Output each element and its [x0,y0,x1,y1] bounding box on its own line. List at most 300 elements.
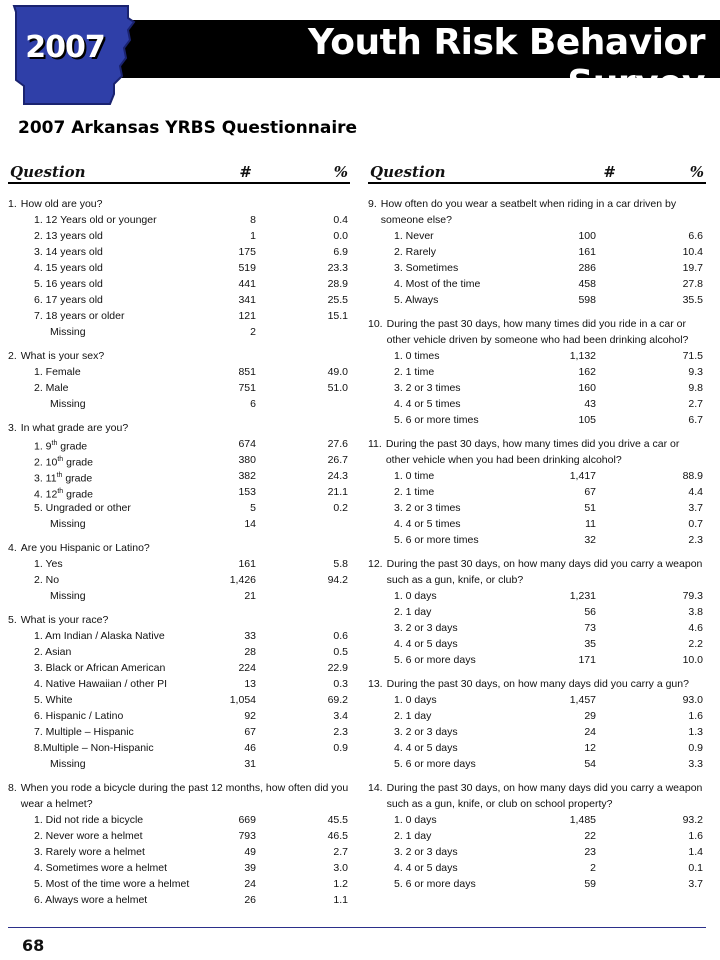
answer-label: 3. 2 or 3 days [394,846,458,858]
answer-percent: 1.4 [688,846,703,858]
answer-percent: 2.3 [688,534,703,546]
answer-label: Missing [50,326,86,338]
answer-label: 7. 18 years or older [34,310,125,322]
answer-row [8,724,350,740]
answer-percent: 9.8 [688,382,703,394]
answer-label: 1. Never [394,230,434,242]
answer-label: 6. Hispanic / Latino [34,710,124,722]
answer-row [8,436,350,452]
footer-divider [8,927,706,928]
answer-count: 22 [584,830,596,842]
question-text [8,540,350,556]
answer-count: 2 [250,326,256,338]
answer-label: 2. Never wore a helmet [34,830,143,842]
answer-percent: 10.4 [682,246,703,258]
answer-row [8,628,350,644]
answer-row [8,500,350,516]
answer-count: 153 [238,486,256,498]
answer-row [368,844,706,860]
answer-label: 3. 2 or 3 days [394,622,458,634]
answer-count: 29 [584,710,596,722]
answer-row [368,652,706,668]
answer-row [368,604,706,620]
answer-label: 1. 0 days [394,814,437,826]
answer-percent: 4.6 [688,622,703,634]
answer-label: Missing [50,398,86,410]
answer-row [368,692,706,708]
answer-count: 12 [584,742,596,754]
page-title: Youth Risk Behavior Survey [307,22,705,104]
answer-row [8,812,350,828]
answer-count: 100 [578,230,596,242]
answer-row [368,828,706,844]
question-text [8,348,350,364]
answer-count: 73 [584,622,596,634]
answer-percent: 1.6 [688,710,703,722]
answer-count: 1,054 [229,694,256,706]
answer-percent: 9.3 [688,366,703,378]
answer-count: 1,231 [569,590,596,602]
answer-row [368,756,706,772]
year-badge: 2007 [25,30,105,65]
answer-percent: 25.5 [327,294,348,306]
answer-row [8,828,350,844]
question-text [368,780,706,812]
question-number: 9. [368,198,377,210]
answer-count: 519 [238,262,256,274]
question-body: During the past 30 days, on how many days did you carry a weapon such as a gun, knife, or club? [386,558,703,586]
answer-count: 1,485 [569,814,596,826]
answer-label: 4. 12th grade [34,488,93,501]
answer-percent: 35.5 [682,294,703,306]
question-item [368,556,706,668]
answer-percent: 3.4 [333,710,348,722]
question-number: 2. [8,350,17,362]
answer-label: 2. Male [34,382,69,394]
count-header: # [239,163,252,181]
answer-label: 5. Ungraded or other [34,502,131,514]
answer-percent: 2.7 [333,846,348,858]
answer-row [8,364,350,380]
answer-label: 3. Sometimes [394,262,459,274]
answer-count: 1,426 [229,574,256,586]
question-text [368,196,706,228]
answer-percent: 1.1 [333,894,348,906]
answer-row [368,228,706,244]
answer-row [368,740,706,756]
answer-label: 5. 6 or more days [394,878,476,890]
answer-label: 1. Did not ride a bicycle [34,814,144,826]
answer-percent: 71.5 [682,350,703,362]
answer-label: 3. Rarely wore a helmet [34,846,145,858]
answer-percent: 3.7 [688,502,703,514]
question-text [368,676,706,692]
question-item [368,676,706,772]
answer-label: 1. 9th grade [34,440,88,453]
answer-count: 67 [584,486,596,498]
answer-count: 14 [244,518,256,530]
answer-label: Missing [50,590,86,602]
answer-percent: 3.0 [333,862,348,874]
answer-percent: 49.0 [327,366,348,378]
answer-count: 23 [584,846,596,858]
answer-percent: 93.2 [682,814,703,826]
answer-count: 59 [584,878,596,890]
answer-row [8,676,350,692]
question-item [368,316,706,428]
answer-count: 162 [578,366,596,378]
answer-row [8,276,350,292]
answer-count: 851 [238,366,256,378]
question-number: 4. [8,542,17,554]
answer-row [8,380,350,396]
answer-count: 21 [244,590,256,602]
answer-label: 6. Always wore a helmet [34,894,148,906]
question-body: Are you Hispanic or Latino? [20,542,150,554]
answer-count: 28 [244,646,256,658]
answer-label: 2. 1 day [394,830,432,842]
answer-percent: 0.5 [333,646,348,658]
answer-count: 26 [244,894,256,906]
answer-row [8,644,350,660]
answer-label: 5. 16 years old [34,278,103,290]
answer-label: 2. 1 time [394,486,435,498]
answer-count: 121 [238,310,256,322]
question-number: 1. [8,198,17,210]
answer-count: 793 [238,830,256,842]
answer-count: 160 [578,382,596,394]
question-number: 11. [368,438,382,450]
answer-row [8,860,350,876]
answer-count: 2 [590,862,596,874]
answer-row [8,740,350,756]
answer-label: 3. 2 or 3 times [394,382,461,394]
answer-percent: 0.3 [333,678,348,690]
answer-percent: 3.3 [688,758,703,770]
answer-count: 380 [238,454,256,466]
question-text [8,780,350,812]
answer-row [8,844,350,860]
question-text [368,556,706,588]
question-text [8,612,350,628]
answer-percent: 5.8 [333,558,348,570]
answer-percent: 2.2 [688,638,703,650]
answer-percent: 23.3 [327,262,348,274]
answer-row [8,660,350,676]
answer-percent: 2.3 [333,726,348,738]
answer-row [368,396,706,412]
answer-row [8,876,350,892]
answer-count: 11 [585,518,596,530]
answer-percent: 2.7 [688,398,703,410]
answer-count: 56 [584,606,596,618]
answer-label: 2. 1 day [394,710,432,722]
missing-row [8,516,350,532]
question-list [368,196,706,892]
answer-label: 1. 0 days [394,694,437,706]
question-body: During the past 30 days, on how many days did you carry a weapon such as a gun, knife, or club on school property? [386,782,703,810]
answer-label: Missing [50,758,86,770]
answer-percent: 94.2 [327,574,348,586]
answer-percent: 6.6 [688,230,703,242]
question-body: When you rode a bicycle during the past 12 months, how often did you wear a helmet? [20,782,349,810]
answer-label: 3. 2 or 3 days [394,726,458,738]
answer-count: 92 [244,710,256,722]
answer-row [8,484,350,500]
answer-percent: 69.2 [327,694,348,706]
answer-row [8,228,350,244]
answer-count: 669 [238,814,256,826]
answer-label: 4. 4 or 5 times [394,518,461,530]
question-number: 13. [368,678,383,690]
answer-label: 2. Rarely [394,246,437,258]
answer-label: 4. Sometimes wore a helmet [34,862,168,874]
answer-percent: 0.4 [333,214,348,226]
answer-label: 4. 4 or 5 days [394,638,458,650]
missing-row [8,396,350,412]
answer-row [8,292,350,308]
answer-row [368,724,706,740]
answer-label: 4. 4 or 5 days [394,862,458,874]
answer-percent: 26.7 [327,454,348,466]
answer-percent: 0.2 [333,502,348,514]
answer-row [8,572,350,588]
answer-percent: 24.3 [327,470,348,482]
answer-label: 1. 0 times [394,350,440,362]
answer-count: 674 [238,438,256,450]
answer-percent: 10.0 [682,654,703,666]
question-text [368,436,706,468]
answer-label: 2. No [34,574,60,586]
answer-row [8,308,350,324]
answer-row [368,532,706,548]
answer-count: 441 [238,278,256,290]
answer-count: 13 [244,678,256,690]
answer-count: 382 [238,470,256,482]
question-item [8,540,350,604]
missing-row [8,756,350,772]
answer-percent: 88.9 [682,470,703,482]
answer-row [8,692,350,708]
answer-row [368,588,706,604]
question-number: 3. [8,422,17,434]
answer-percent: 22.9 [327,662,348,674]
answer-percent: 4.4 [688,486,703,498]
answer-row [8,556,350,572]
answer-label: 2. 1 day [394,606,432,618]
answer-count: 751 [238,382,256,394]
answer-row [368,708,706,724]
question-body: During the past 30 days, how many times did you drive a car or other vehicle when you had been drinking alcohol? [385,438,680,466]
answer-label: 1. Am Indian / Alaska Native [34,630,165,642]
answer-label: 6. 17 years old [34,294,103,306]
question-body: What is your sex? [20,350,105,362]
question-item [8,348,350,412]
answer-count: 31 [244,758,256,770]
answer-label: 4. 4 or 5 times [394,398,461,410]
answer-count: 67 [244,726,256,738]
answer-count: 39 [244,862,256,874]
answer-count: 598 [578,294,596,306]
answer-percent: 1.3 [688,726,703,738]
answer-label: 3. 11th grade [34,472,93,485]
answer-percent: 21.1 [327,486,348,498]
answer-label: 4. Most of the time [394,278,481,290]
answer-row [8,468,350,484]
answer-count: 35 [584,638,596,650]
missing-row [8,588,350,604]
answer-label: 1. 0 days [394,590,437,602]
question-body: How often do you wear a seatbelt when riding in a car driven by someone else? [380,198,677,226]
question-body: During the past 30 days, how many times did you ride in a car or other vehicle driven by someone who had been drinking alcohol? [386,318,689,346]
answer-row [8,452,350,468]
question-body: How old are you? [20,198,103,210]
answer-label: 5. White [34,694,73,706]
answer-row [368,484,706,500]
answer-row [368,244,706,260]
answer-row [368,348,706,364]
answer-label: 3. Black or African American [34,662,166,674]
answer-label: 1. Yes [34,558,63,570]
answer-count: 43 [584,398,596,410]
question-body: During the past 30 days, on how many days did you carry a gun? [386,678,689,690]
answer-count: 49 [244,846,256,858]
answer-label: 1. 12 Years old or younger [34,214,157,226]
answer-percent: 46.5 [327,830,348,842]
answer-percent: 1.2 [333,878,348,890]
answer-percent: 0.9 [688,742,703,754]
question-number: 10. [368,318,383,330]
answer-percent: 0.0 [333,230,348,242]
answer-percent: 3.7 [688,878,703,890]
answer-label: 2. Asian [34,646,72,658]
answer-label: Missing [50,518,86,530]
answer-label: 2. 1 time [394,366,435,378]
answer-percent: 3.8 [688,606,703,618]
answer-label: 4. 4 or 5 days [394,742,458,754]
page-number: 68 [22,936,45,955]
answer-label: 2. 10th grade [34,456,93,469]
question-text [8,196,350,212]
question-list [8,196,350,908]
answer-percent: 0.1 [688,862,703,874]
question-item [368,436,706,548]
answer-percent: 0.9 [333,742,348,754]
answer-row [368,276,706,292]
answer-percent: 0.6 [333,630,348,642]
answer-label: 5. 6 or more days [394,758,476,770]
answer-label: 3. 2 or 3 times [394,502,461,514]
question-body: What is your race? [20,614,109,626]
answer-count: 51 [584,502,596,514]
column-header [8,164,350,184]
answer-percent: 15.1 [327,310,348,322]
answer-label: 8.Multiple – Non-Hispanic [34,742,154,754]
answer-row [368,380,706,396]
answer-row [368,260,706,276]
answer-count: 5 [250,502,256,514]
answer-percent: 51.0 [327,382,348,394]
question-item [8,612,350,772]
answer-count: 175 [238,246,256,258]
answer-count: 24 [584,726,596,738]
answer-percent: 6.7 [688,414,703,426]
answer-percent: 93.0 [682,694,703,706]
answer-row [368,620,706,636]
answer-row [368,860,706,876]
answer-row [368,516,706,532]
answer-count: 286 [578,262,596,274]
answer-row [368,364,706,380]
answer-label: 5. 6 or more times [394,534,479,546]
answer-count: 171 [578,654,596,666]
answer-count: 33 [244,630,256,642]
question-number: 5. [8,614,17,626]
answer-row [8,708,350,724]
percent-header: % [689,163,704,181]
answer-count: 8 [250,214,256,226]
question-item [8,420,350,532]
answer-count: 6 [250,398,256,410]
answer-count: 46 [244,742,256,754]
column-header [368,164,706,184]
question-body: In what grade are you? [20,422,129,434]
answer-count: 161 [578,246,596,258]
answer-row [368,812,706,828]
question-header: Question [370,163,446,181]
count-header: # [603,163,616,181]
document-subtitle: 2007 Arkansas YRBS Questionnaire [18,118,358,138]
question-number: 14. [368,782,383,794]
answer-label: 1. Female [34,366,81,378]
answer-count: 1,417 [569,470,596,482]
answer-row [368,468,706,484]
answer-label: 4. Native Hawaiian / other PI [34,678,168,690]
left-column [8,164,350,916]
question-item [8,780,350,908]
question-text [368,316,706,348]
answer-row [8,244,350,260]
answer-row [368,876,706,892]
answer-percent: 19.7 [682,262,703,274]
percent-header: % [333,163,348,181]
answer-percent: 1.6 [688,830,703,842]
answer-row [8,212,350,228]
question-item [8,196,350,340]
answer-count: 224 [238,662,256,674]
answer-label: 5. 6 or more days [394,654,476,666]
question-text [8,420,350,436]
answer-label: 2. 13 years old [34,230,103,242]
answer-label: 3. 14 years old [34,246,103,258]
question-header: Question [10,163,86,181]
answer-label: 5. Most of the time wore a helmet [34,878,190,890]
answer-count: 24 [244,878,256,890]
missing-row [8,324,350,340]
answer-row [8,260,350,276]
answer-label: 4. 15 years old [34,262,103,274]
answer-row [368,500,706,516]
answer-percent: 27.6 [327,438,348,450]
answer-count: 1,457 [569,694,596,706]
answer-count: 161 [238,558,256,570]
answer-count: 458 [578,278,596,290]
answer-row [368,636,706,652]
answer-count: 341 [238,294,256,306]
answer-percent: 0.7 [688,518,703,530]
answer-count: 105 [578,414,596,426]
answer-row [368,412,706,428]
